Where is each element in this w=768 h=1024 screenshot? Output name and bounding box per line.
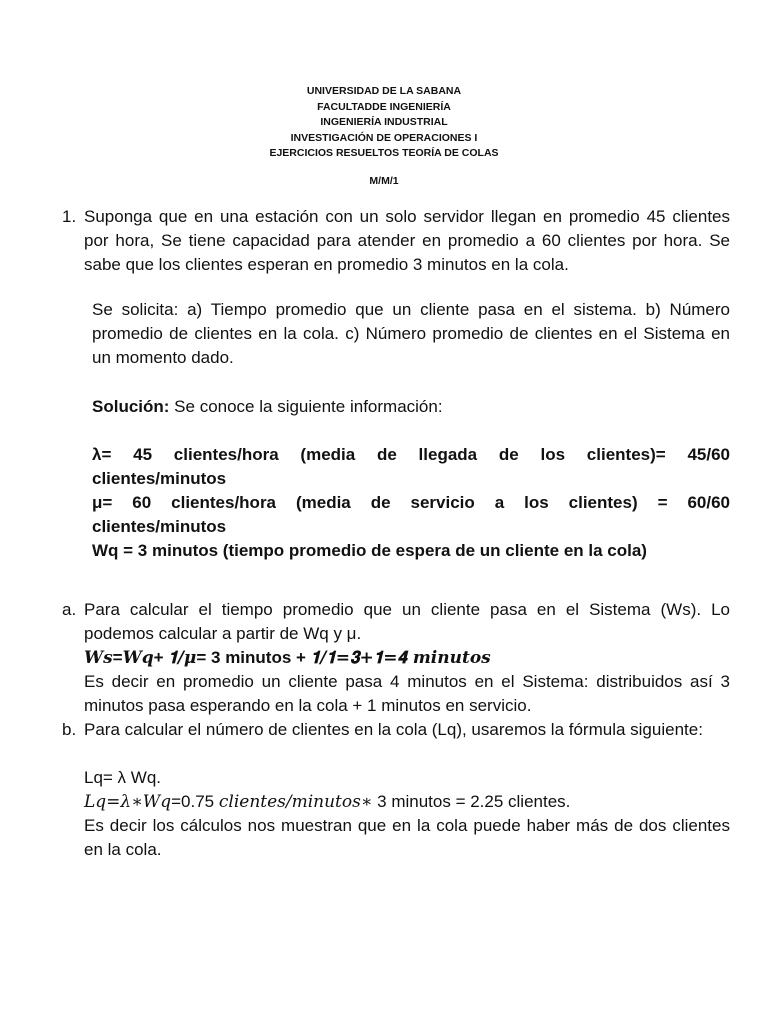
one-over-one: 𝟏/𝟏 xyxy=(310,648,336,668)
problem-1 xyxy=(62,205,730,277)
wq-symbol: 𝑾𝒒 xyxy=(122,648,154,668)
ws-equals: = xyxy=(112,648,123,667)
course-name: INVESTIGACIÓN DE OPERACIONES I xyxy=(290,131,478,144)
item-a xyxy=(62,598,730,718)
item-b-body xyxy=(84,718,730,862)
lq-calc-math: 𝐿𝑞=𝜆∗𝑊𝑞 xyxy=(84,792,172,812)
mu-unit: clientes/minutos xyxy=(92,517,227,536)
lq-formula: Lq= λ Wq. xyxy=(84,768,162,787)
solution-intro xyxy=(92,395,730,419)
item-b-spacer xyxy=(84,742,730,766)
mu-line: μ= 60 clientes/hora (media de servicio a los clientes) = 60/60 xyxy=(92,493,730,512)
university-name: UNIVERSIDAD DE LA SABANA xyxy=(306,85,462,97)
solution-label: Solución: xyxy=(92,397,170,416)
item-a-explanation: Es decir en promedio un cliente pasa 4 minutos en el Sistema: distribuidos así 3 minutos pasa esperando en la cola + 1 minutos en servicio. xyxy=(84,672,730,715)
ws-plus: + xyxy=(153,648,169,667)
lambda-line: λ= 45 clientes/hora (media de llegada de los clientes)= 45/60 xyxy=(92,445,730,464)
one-over-mu: 𝟏/𝝁 xyxy=(168,648,197,668)
item-b xyxy=(62,718,730,862)
ws-mid: = 3 minutos + xyxy=(196,648,311,667)
problem-text: Suponga que en una estación con un solo servidor llegan en promedio 45 clientes por hora, Se tiene capacidad para atender en promedio a 60 clientes por hora. Se sabe que los clientes esperan en promedio 3 minutos en la cola. xyxy=(84,207,730,274)
given-data xyxy=(92,443,730,563)
wq-line: Wq = 3 minutos (tiempo promedio de espera de un cliente en la cola) xyxy=(92,541,647,560)
model-title: M/M/1 xyxy=(369,174,399,187)
ws-symbol: 𝑾𝒔 xyxy=(84,648,113,668)
item-b-letter: b. xyxy=(62,720,77,739)
ws-unit: 𝒎𝒊𝒏𝒖𝒕𝒐𝒔 xyxy=(412,648,491,668)
document-header xyxy=(0,84,768,189)
item-b-conclusion: Es decir los cálculos nos muestran que en la cola puede haber más de dos clientes en la cola. xyxy=(84,816,730,859)
item-a-body xyxy=(84,598,730,718)
lq-calculation xyxy=(84,790,730,814)
program-name: INGENIERÍA INDUSTRIAL xyxy=(320,116,448,128)
problem-number: 1. xyxy=(62,207,77,226)
document-title: EJERCICIOS RESUELTOS TEORÍA DE COLAS xyxy=(269,147,499,159)
lq-calc-rest: 3 minutos = 2.25 clientes. xyxy=(372,792,571,811)
problem-request: Se solicita: a) Tiempo promedio que un cliente pasa en el sistema. b) Número promedio de clientes en la cola. c) Número promedio de clientes en el Sistema en un momento dado. xyxy=(92,300,730,367)
item-a-text: Para calcular el tiempo promedio que un cliente pasa en el Sistema (Ws). Lo podemos calcular a partir de Wq y μ. xyxy=(84,600,730,643)
problem-1-statement xyxy=(62,205,730,277)
solution-text: Se conoce la siguiente información: xyxy=(169,397,443,416)
solution-items xyxy=(62,598,730,862)
lambda-unit: clientes/minutos xyxy=(92,469,227,488)
ws-formula xyxy=(84,646,730,670)
faculty-name: FACULTADDE INGENIERÍA xyxy=(317,100,451,113)
item-a-letter: a. xyxy=(62,600,77,619)
item-b-text: Para calcular el número de clientes en la cola (Lq), usaremos la fórmula siguiente: xyxy=(84,720,703,739)
ws-calc: =𝟑+𝟏=𝟒 xyxy=(335,648,413,668)
lq-calc-value: =0.75 xyxy=(171,792,219,811)
lq-calc-unit: 𝑐𝑙𝑖𝑒𝑛𝑡𝑒𝑠/𝑚𝑖𝑛𝑢𝑡𝑜𝑠∗ xyxy=(218,792,373,812)
header-gap xyxy=(0,162,768,174)
